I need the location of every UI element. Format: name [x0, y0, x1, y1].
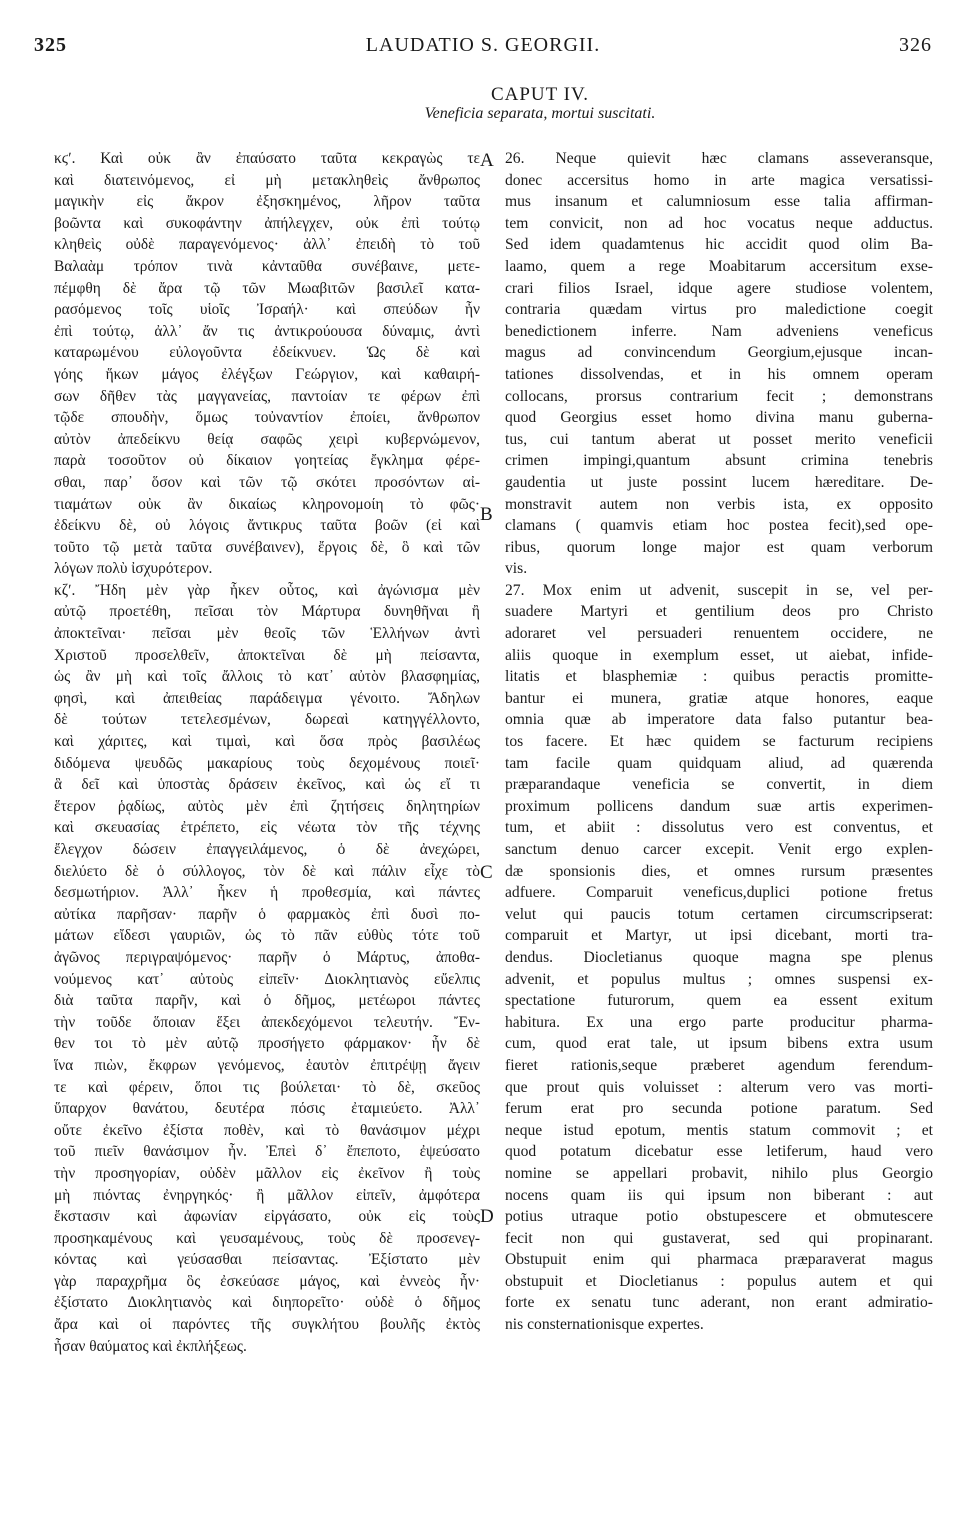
latin-text-line: tationes dissolvendas, et in his omnem operam [505, 365, 933, 383]
latin-text-line: tos facere. Et hæc quidem se facturum recipiens [505, 733, 933, 751]
greek-text-line: θεν τοι τὸ μὲν αὐτῷ προσήγετο φάρμακον· ἦν δὲ [54, 1035, 480, 1053]
latin-text-line: Sed idem quadamtenus hic accidit quod olim Ba- [505, 236, 933, 254]
latin-text-line: forte ex senatu tunc aderant, non erant admiratio- [505, 1294, 933, 1312]
greek-text-line: ἵνα πιὼν, ἔκφρων γενόμενος, ἑαυτὸν ἐπιτρέψῃ ἄγειν [54, 1056, 480, 1074]
latin-text-line: spectatione futurorum, quem ea essent exitum [505, 992, 933, 1010]
latin-text-line: potius utraque potio obstupescere et obmutescere [505, 1208, 933, 1226]
greek-text-line: Χριστοῦ προσελθεῖν, ἀποκτεῖναι δὲ μὴ πείσαντα, [54, 646, 480, 664]
greek-text-line: δεσμωτήριον. Ἀλλ᾽ ἧκεν ἡ προθεσμία, καὶ πάντες [54, 884, 480, 902]
greek-text-line: προσηκαμένους καὶ γευσαμένους, τοὺς δὲ προσενεγ- [54, 1229, 480, 1247]
latin-text-line: tam facile quam quidquam aliud, ad quærenda [505, 754, 933, 772]
greek-text-line: ἐδείκνυ δὲ, οὐ λόγοις ἄντικρυς ταῦτα βοῶν (εἰ καὶ [54, 517, 480, 535]
latin-text-line: donec accersitus homo in arte magica versatissi- [505, 171, 933, 189]
greek-text-line: ρασόμενος τοῖς υἱοῖς Ἰσραήλ· καὶ σπεύδων ἦν [54, 301, 480, 319]
latin-text-line: magus ad convincendum Georgium,ejusque incan- [505, 344, 933, 362]
latin-text-line: fieret rationis,seque præberet agendum ferendum- [505, 1056, 933, 1074]
latin-text-line: dendus. Diocletianus quoque magna spe plenus [505, 948, 933, 966]
latin-text-line: tus, cui tantum aberat ut posset merito veneficii [505, 430, 933, 448]
latin-text-line: ferum erat pro secunda potione paratum. Sed [505, 1100, 933, 1118]
greek-text-line: Βαλαὰμ τρόπον τινὰ κἀνταῦθα συνέβαινε, μετε- [54, 257, 480, 275]
section-mark-c: C [480, 862, 493, 883]
greek-text-line: αὐτῷ προετέθη, πεῖσαι τὸν Μάρτυρα δυνηθῆναι ἢ [54, 603, 480, 621]
greek-text-line: τῷδε σπουδὴν, ὅμως τοὐναντίον ἐποίει, ἄνθρωπον [54, 409, 480, 427]
latin-text-line: que prout quis voluisset : alterum vero vas morti- [505, 1078, 933, 1096]
latin-text-line: comparuit et Martyr, ut ipsi dicebant, morti tra- [505, 927, 933, 945]
greek-text-line: μὴ πιόντας ἐνηργηκός· ἢ μᾶλλον εἰπεῖν, ἀμφότερα [54, 1186, 480, 1204]
greek-text-line: διδόμενα ψευδῶς μακαρίους τοὺς δεχομένους ποιεῖ· [54, 754, 480, 772]
latin-column [505, 148, 933, 1336]
greek-text-line: ἔκστασιν καὶ ἀφωνίαν εἰργάσατο, οὐκ εἰς τοὺς [54, 1208, 480, 1226]
greek-text-line: νούμενος κατ᾽ αὐτοὺς εἰπεῖν· Διοκλητιανὸς εὔελπις [54, 970, 480, 988]
greek-text-line: ἦσαν θαύματος καὶ ἐκπλήξεως. [54, 1337, 247, 1355]
greek-text-line: σων δῆθεν τὰς μαγγανείας, παντοίαν τε φέρων ἐπὶ [54, 387, 480, 405]
greek-text-line: ἐξίστατο Διοκλητιανὸς καὶ διηπορεῖτο· οὐδὲ ὁ δῆμος [54, 1294, 480, 1312]
latin-text-line: crimen impingi,quantum absunt crimina tenebris [505, 452, 933, 470]
latin-text-line: 26. Neque quievit hæc clamans asseveransque, [505, 150, 933, 167]
greek-text-line: αὐτὸν ἀπεδείκνυ θείᾳ σαφῶς χειρὶ κυβερνώμενον, [54, 430, 480, 448]
chapter-subtitle: Veneficia separata, mortui suscitati. [424, 105, 656, 122]
latin-text-line: nis consternationisque expertes. [505, 1316, 704, 1334]
greek-text-line: παρὰ τοσοῦτον οὐ δίκαιον γοητείας ἔγκλημα φέρε- [54, 452, 480, 470]
latin-text-line: adoraret vel persuaderi renuentem occidere, ne [505, 625, 933, 643]
latin-text-line: adfuere. Comparuit veneficus,duplici potione fretus [505, 884, 933, 902]
latin-text-line: omnia quæ ab imperatore data falso putantur bea- [505, 711, 933, 729]
greek-text-line: μάτων εἴδεσι γαυριῶν, ὡς τὸ πᾶν εὐθὺς τότε τοῦ [54, 927, 480, 945]
latin-text-line: vis. [505, 560, 528, 578]
greek-text-line: καταρωμένου εὐλογοῦντα ἐδείκνυεν. Ὡς δὲ καὶ [54, 344, 480, 362]
section-mark-a: A [480, 150, 494, 171]
greek-text-line: μαγικὴν εἰς ἄκρον ἐξησκημένος, λῆρον ταῦτα [54, 193, 480, 211]
greek-text-line: τὴν προσηγορίαν, οὐδὲν μᾶλλον εἰς ἐκεῖνον ἢ τοὺς [54, 1164, 480, 1182]
greek-text-line: ἀποκτεῖναι· πεῖσαι μὲν θεοῖς τῶν Ἑλλήνων ἀντὶ [54, 625, 480, 643]
greek-text-line: λόγων πολὺ ἰσχυρότερον. [54, 560, 213, 578]
latin-text-line: benedictionem inferre. Nam adveniens veneficus [505, 322, 933, 340]
greek-text-line: τιαμάτων οὐκ ἂν δικαίως κληρονομοίη τὸ φῶς· [54, 495, 480, 513]
latin-text-line: nocens quam iis qui ipsum non biberant : aut [505, 1186, 933, 1204]
greek-column [54, 148, 480, 1357]
latin-text-line: quod potatum dicebatur esse letiferum, haud vero [505, 1143, 933, 1161]
latin-text-line: laamo, quem a rege Moabitarum accersitum exse- [505, 257, 933, 275]
greek-text-line: πέμφθη δὲ ἄρα τῷ τῶν Μωαβιτῶν βασιλεῖ κατα- [54, 279, 480, 297]
greek-text-line: διὰ ταῦτα παρῆν, καὶ ὁ δῆμος, μετέωροι πάντες [54, 992, 480, 1010]
greek-text-line: κζʹ. Ἤδη μὲν γὰρ ἧκεν οὗτος, καὶ ἀγώνισμα μὲν [54, 581, 480, 599]
latin-text-line: proximum pollicens dandum suæ artis experimen- [505, 797, 933, 815]
latin-text-line: habitura. Ex una ergo parte producitur pharma- [505, 1013, 933, 1031]
greek-text-line: αὐτίκα παρῆσαν· παρῆν ὁ φαρμακὸς ἐπὶ δυσὶ πο- [54, 905, 480, 923]
latin-text-line: aliis quoque in exemplum esset, ut aiebat, infide- [505, 646, 933, 664]
greek-text-line: κϛʹ. Καὶ οὐκ ἂν ἐπαύσατο ταῦτα κεκραγὼς τε [54, 150, 480, 167]
latin-text-line: mus insanum et calumniosum esse talia affirman- [505, 193, 933, 211]
latin-text-line: obstupuit et Diocletianus : populus autem et qui [505, 1272, 933, 1290]
latin-text-line: clamans ( quamvis etiam hoc postea fecit),sed ope- [505, 517, 933, 535]
latin-text-line: tum, et abiit : dissolutus vero est conventus, et [505, 819, 933, 837]
latin-text-line: contraria quædam virtus pro maledictione coegit [505, 301, 933, 319]
greek-text-line: κόντας καὶ γεύσασθαι πείσαντας. Ἐξίστατο μὲν [54, 1251, 480, 1269]
latin-text-line: nomine se appellari probavit, nihilo plus Georgio [505, 1164, 933, 1182]
latin-text-line: Obstupuit enim qui pharmaca præparaverat magus [505, 1251, 933, 1269]
latin-text-line: crari filios Israel, idque agere studiose volentem, [505, 279, 933, 297]
greek-text-line: καὶ χάριτες, καὶ τιμαὶ, καὶ ὅσα πρὸς βασιλέως [54, 733, 480, 751]
latin-text-line: gaudentia ut juste possint lucem hæreditare. De- [505, 473, 933, 491]
greek-text-line: καὶ σκευασίας ἐτρέπετο, εἰς νέωτα τὸν τῆς τέχνης [54, 819, 480, 837]
page-number-left: 325 [34, 34, 67, 56]
greek-text-line: τοῦτο τῷ μετὰ ταῦτα συνέβαινεν), ἔργοις δὲ, ὃ καὶ τῶν [54, 538, 480, 556]
greek-text-line: οὔτε ἐκεῖνο ἐξίστα ποθὲν, καὶ τὸ θανάσιμον μέχρι [54, 1121, 480, 1139]
latin-text-line: fecit non qui gustaverat, sed qui propinarant. [505, 1229, 933, 1247]
greek-text-line: δὲ τούτων τετελεσμένων, δωρεαὶ κατηγγέλλοντο, [54, 711, 480, 729]
greek-text-line: βοῶντα καὶ συκοφάντην ἀπήλεγχεν, οὐκ ἐπὶ τούτῳ [54, 214, 480, 232]
latin-text-line: ribus, quorum longe major est quam verborum [505, 538, 933, 556]
greek-text-line: σθαι, παρ᾽ ὅσον καὶ τῶν τῷ σκότει προσόντων αἰ- [54, 473, 480, 491]
greek-text-line: τοῦ πιεῖν θανάσιμον ἦν. Ἐπεὶ δ᾽ ἔπεποτο, ἐψεύσατο [54, 1143, 480, 1161]
greek-text-line: ἕτερον ῥᾳδίως, αὐτὸς μὲν ἐπὶ ζητήσεις δηλητηρίων [54, 797, 480, 815]
latin-text-line: sanctum denuo carcer excepit. Venit ergo explen- [505, 841, 933, 858]
greek-text-line: γόης ἥκων μάγος ἐλέγξων Γεώργιον, καὶ καθαιρή- [54, 365, 480, 383]
latin-text-line: 27. Mox enim ut advenit, suscepit in se, vel per- [505, 581, 933, 599]
greek-text-line: ἄρα καὶ οἱ παρόντες τῆς συγκλήτου βουλῆς ἐκτὸς [54, 1316, 480, 1334]
section-mark-b: B [480, 504, 493, 525]
latin-text-line: tem convicit, non ad hoc vocatus neque adductus. [505, 214, 933, 232]
greek-text-line: ἔλεγχον δώσειν ἐπαγγειλάμενος, ὁ δὲ ἀνεχώρει, [54, 841, 480, 858]
latin-text-line: litatis et blasphemiæ : quibus peractis promitte- [505, 668, 933, 686]
running-title: LAUDATIO S. GEORGII. [365, 34, 601, 56]
section-mark-d: D [480, 1206, 494, 1227]
greek-text-line: ἐπὶ τούτῳ, ἀλλ᾽ ἄν τις ἀντικρούουσα δύναμις, ἀντὶ [54, 322, 480, 340]
latin-text-line: quod Georgius esset homo divina manu guberna- [505, 409, 933, 427]
greek-text-line: τε καὶ φέρειν, ὅποι τις βούλεται· τὸ δὲ, σκεῦος [54, 1078, 480, 1096]
greek-text-line: διελύετο δὲ ὁ σύλλογος, τὸν δὲ καὶ πάλιν εἶχε τὸ [54, 862, 480, 880]
running-head [34, 34, 932, 60]
latin-text-line: suadere Martyri et gentilium deos pro Christo [505, 603, 933, 621]
chapter-title: CAPUT IV. [490, 84, 590, 105]
greek-text-line: ὡς ἂν μὴ καὶ τοῖς ἄλλοις τὸ κατ᾽ αὐτὸν βλασφημίας, [54, 668, 480, 686]
greek-text-line: ἃ δεῖ καὶ ὑποστὰς δράσειν ἐκεῖνος, καὶ ὡς εἴ τι [54, 776, 480, 794]
latin-text-line: advenit, et populus multus ; omnes suspensi ex- [505, 970, 933, 988]
latin-text-line: monstravit autem non verbis ista, ex opposito [505, 495, 933, 513]
greek-text-line: καὶ διατεινόμενος, εἰ μὴ μετακληθεὶς ἄνθρωπος [54, 171, 480, 189]
page-number-right: 326 [899, 34, 932, 56]
greek-text-line: ἀγῶνος περιγραψόμενος· παρῆν ὁ Μάρτυς, ἀποθα- [54, 948, 480, 966]
latin-text-line: præparandaque veneficia se convertit, in diem [505, 776, 933, 794]
latin-text-line: dæ sponsionis dies, et omnes rursum præsentes [505, 862, 933, 880]
latin-text-line: cum, quod erat tale, ut ipsum bibens extra usum [505, 1035, 933, 1053]
greek-text-line: ὕπαρχον θανάτου, δευτέρα πόσις ἐταμιεύετο. Ἀλλ᾽ [54, 1100, 480, 1118]
latin-text-line: bantur ei munera, gratiæ atque honores, eaque [505, 689, 933, 707]
greek-text-line: κληθεὶς οὐδὲ παραγενόμενος· ἀλλ᾽ ἐπειδὴ τὸ τοῦ [54, 236, 480, 254]
greek-text-line: γὰρ παραχρῆμα ὃς ἐσκεύασε μάγος, καὶ ἐννεὸς ἦν· [54, 1272, 480, 1290]
latin-text-line: velut qui paucis totum certamen circumscripserat: [505, 905, 933, 923]
latin-text-line: collocans, prorsus contrarium fecit ; demonstrans [505, 387, 933, 405]
latin-text-line: neque istud epotum, mentis statum commovit ; et [505, 1121, 933, 1139]
greek-text-line: τὴν τοῦδε ὅποιαν ἕξει ἀπεκδεχόμενοι τελευτήν. Ἔν- [54, 1013, 480, 1031]
greek-text-line: φησὶ, καὶ ἀπειθείας παράδειγμα γένοιτο. Ἄδηλων [54, 689, 480, 707]
